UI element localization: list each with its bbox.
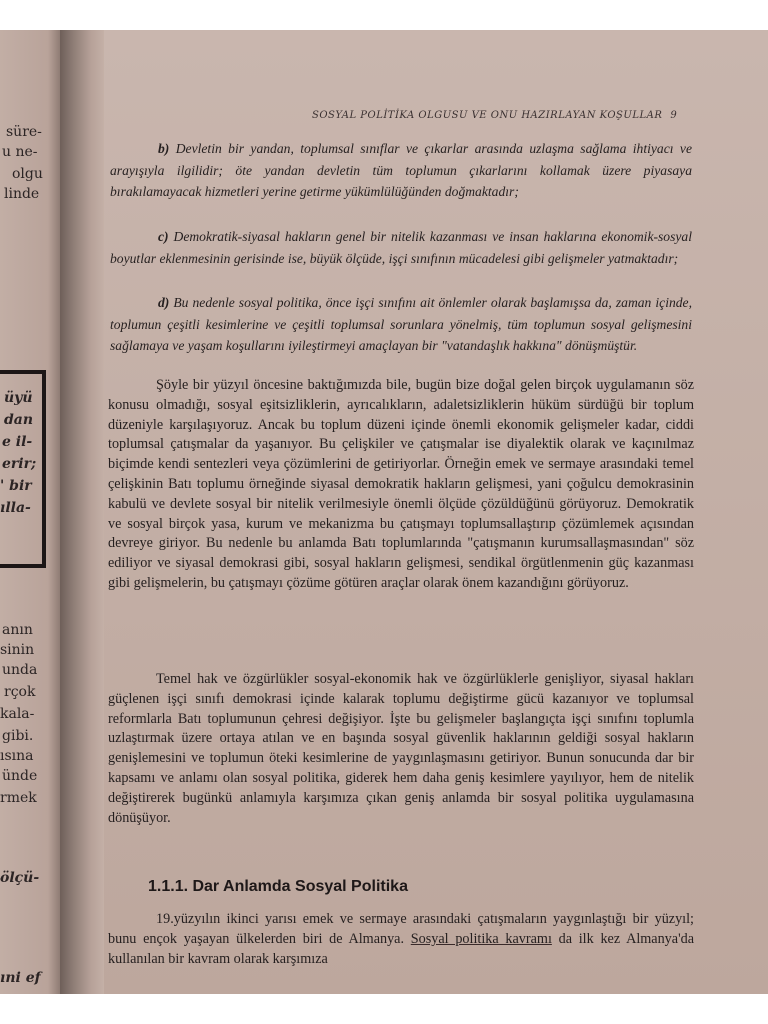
- left-fragment: rçok: [4, 684, 36, 700]
- paragraph-text: Bu nedenle sosyal politika, önce işçi sınıfını ait önlemler olarak başlamışsa da, zaman içinde, toplumun çeşitli kesimlerine ve çeşitli toplumsal sorunlara yönelmiş, tüm toplumun sosyal gelişmesini sağlamaya ve yaşam koşullarını iyileştirmeyi amaçlayan bir "vatandaşlık hakkına" dönüşmüştür.: [110, 295, 692, 353]
- left-fragment: olgu: [12, 166, 43, 182]
- left-fragment: ölçü-: [0, 870, 40, 886]
- body-paragraph-1: Şöyle bir yüzyıl öncesine baktığımızda bile, bugün bize doğal gelen birçok uygulamanın söz konusu olmadığı, sosyal eşitsizliklerin, ayrıcalıkların, adaletsizliklerin hüküm sürdüğü bir toplum düzeniyle karşılaşıyoruz. Ancak bu toplum düzeni içinde önemli ekonomik gelişmeler kadar, ciddi toplumsal çatışmalar da yaşanıyor. Bu çelişkiler ve çatışmalar ise diyalektik olarak ve kaçınılmaz biçimde kendi sentezleri veya çözümlerini de getiriyorlar. Örneğin emek ve sermaye arasındaki temel çelişkinin Batı toplumu örneğinde siyasal demokratik hakların gelişmesi, yani çoğulcu demokrasinin kabulü ve devlete sosyal bir nitelik verilmesiyle önemli ölçüde çözüldüğünü görüyoruz. Demokratik ve sosyal birçok yasa, kurum ve mekanizma bu çatışmayı toplumsallaştırıp çözümlemek açısından devreye giriyor. Bu nedenle bu anlamda Batı toplumlarında "çatışmanın kurumsallaşmasından" söz ediliyor ve siyasal demokrasi gibi, sosyal hakların gelişmesi, sendikal örgütlenmenin güç kazanması gibi gelişmelerin, bu çatışmayı çözüme götüren araçlar olarak önem kazandığını görüyoruz.: [108, 377, 694, 591]
- running-head: [312, 110, 692, 121]
- body-paragraph-3: [108, 910, 694, 969]
- left-fragment: anın: [2, 622, 33, 638]
- left-fragment: erir;: [2, 456, 37, 472]
- left-fragment: ' bir: [0, 478, 32, 494]
- left-fragment: ısına: [0, 748, 34, 764]
- left-fragment: sinin: [0, 642, 35, 658]
- item-marker: d): [158, 295, 170, 310]
- book-gutter: [60, 30, 104, 994]
- section-heading: 1.1.1. Dar Anlamda Sosyal Politika: [148, 878, 408, 895]
- paragraph-text: Devletin bir yandan, toplumsal sınıflar ve çıkarlar arasında uzlaşma sağlama ihtiyacı ve arayışıyla ilgilidir; öte yandan devletin tüm toplumun çıkarlarını kollamak üzere piyasaya bırakılamayacak hizmetleri yerine getirme yükümlülüğünden doğmaktadır;: [110, 141, 692, 199]
- left-fragment: linde: [4, 186, 40, 202]
- body-paragraph-2: Temel hak ve özgürlükler sosyal-ekonomik hak ve özgürlüklerle genişliyor, siyasal hakları güçlenen işçi sınıfı demokrasi içinde kalarak toplumu değiştirme gücü kazanıyor ve toplumsal reformlarla Batı toplumunun çehresi değişiyor. İşte bu gelişmeler başlangıçta işçi sınıfını toplumla uzlaştırmak üzere ortaya atılan ve en başında sosyal güvenlik haklarının geldiği sosyal hakların genişlemesini ve toplumun öteki kesimlerine de yaygınlaşmasını getiriyor. Bunun sonucunda dar bir kapsamı ve anlamı olan sosyal politika, giderek hem daha geniş kesimlere yayılıyor, hem de nitelik değiştirerek bugünkü anlamıyla karşımıza çıkan geniş anlamda bir sosyal politika uygulamasına dönüşüyor.: [108, 671, 694, 826]
- paragraph-text: da ilk kez Almanya'da kullanılan bir kavram olarak karşımıza: [108, 930, 695, 967]
- left-fragment: unda: [2, 662, 38, 678]
- paragraph-text: Demokratik-siyasal hakların genel bir nitelik kazanması ve insan haklarına ekonomik-sosyal boyutlar eklenmesinin gerisinde ise, büyük ölçüde, işçi sınıfının mücadelesi gibi gelişmeler yatmaktadır;: [110, 229, 692, 266]
- paragraph-c: [110, 226, 692, 269]
- underlined-phrase: Sosyal politika kavramı: [410, 930, 552, 947]
- running-head-title: SOSYAL POLİTİKA OLGUSU VE ONU HAZIRLAYAN KOŞULLAR: [312, 110, 663, 121]
- left-fragment: üyü: [4, 390, 33, 406]
- left-fragment: rmek: [0, 790, 37, 806]
- paragraph-text: 19.yüzyılın ikinci yarısı emek ve sermaye arasındaki çatışmaların yaygınlaştığı bir yüzyıl; bunu ençok yaşayan ülkelerden biri de Almanya.: [108, 911, 694, 947]
- left-fragment: süre-: [6, 124, 42, 140]
- book-photo: [0, 30, 768, 994]
- left-fragment: dan: [4, 412, 34, 428]
- page-number: 9: [670, 110, 678, 121]
- left-facing-page: [0, 30, 60, 994]
- left-fragment: ılla-: [0, 500, 31, 516]
- left-fragment: u ne-: [2, 144, 38, 160]
- right-page: [104, 30, 768, 994]
- item-marker: c): [158, 229, 169, 244]
- paragraph-b: [110, 138, 692, 203]
- left-fragment: ünde: [2, 768, 38, 784]
- left-fragment: e il-: [2, 434, 33, 450]
- left-fragment: ıni ef: [0, 970, 41, 986]
- paragraph-d: [110, 292, 692, 357]
- left-fragment: kala-: [0, 706, 35, 722]
- item-marker: b): [158, 141, 170, 156]
- left-fragment: gibi.: [2, 728, 34, 744]
